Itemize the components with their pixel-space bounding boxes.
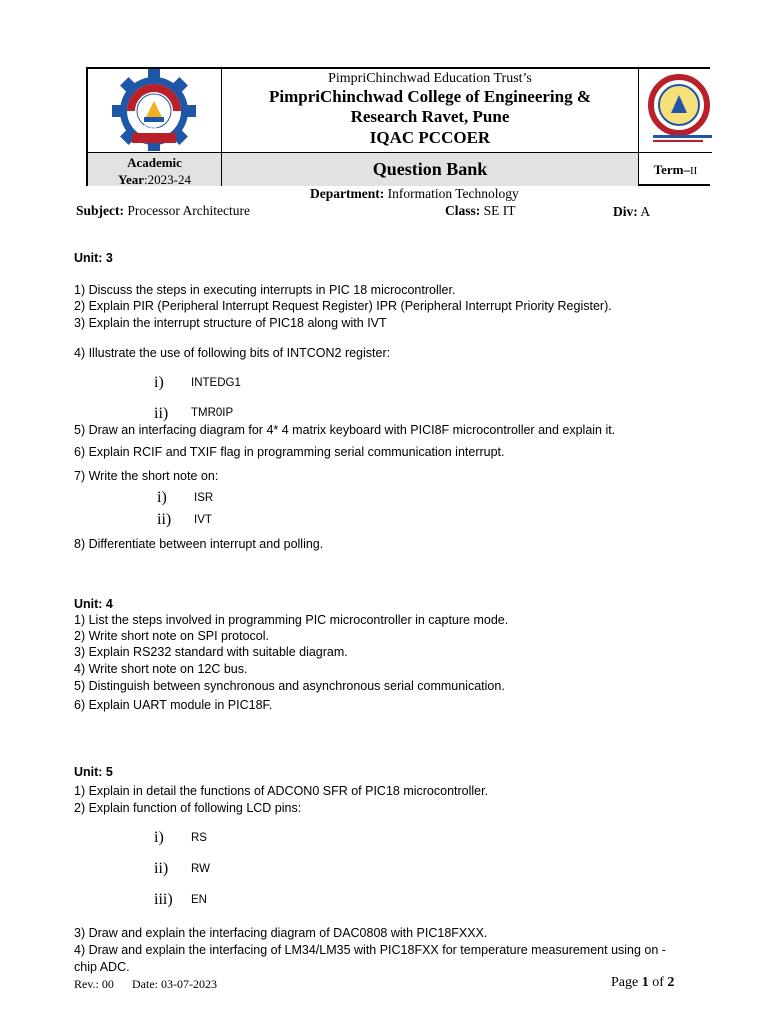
unit5-question-3: 3) Draw and explain the interfacing diagram of DAC0808 with PIC18FXXX. bbox=[74, 926, 488, 940]
trust-name: PimpriChinchwad Education Trust’s bbox=[328, 71, 532, 86]
unit3-question-7: 7) Write the short note on: bbox=[74, 469, 219, 483]
logo-text: PCCOER bbox=[136, 125, 158, 131]
unit3-q4-item-ii-num: ii) bbox=[154, 405, 169, 422]
unit3-q4-item-ii: TMR0IP bbox=[191, 407, 234, 419]
unit3-q4-item-i: INTEDG1 bbox=[191, 377, 241, 389]
unit5-question-4-line2: chip ADC. bbox=[74, 960, 130, 974]
class-line bbox=[445, 203, 516, 219]
div-label: Div: bbox=[613, 204, 638, 219]
class-label: Class: bbox=[445, 203, 481, 218]
unit3-question-2: 2) Explain PIR (Peripheral Interrupt Request Register) IPR (Peripheral Interrupt Priority Register). bbox=[74, 299, 612, 313]
unit3-heading: Unit: 3 bbox=[74, 251, 113, 265]
seal-logo-icon bbox=[639, 69, 712, 151]
subject-value: Processor Architecture bbox=[124, 203, 250, 218]
class-value: SE IT bbox=[480, 203, 516, 218]
academic-year-cell bbox=[88, 153, 222, 186]
div-value: A bbox=[637, 204, 651, 219]
unit3-q7-item-i: ISR bbox=[194, 492, 214, 504]
unit5-q2-item-i: RS bbox=[191, 832, 207, 844]
year-value: :2023-24 bbox=[144, 172, 191, 187]
unit3-q4-item-i-num: i) bbox=[154, 374, 164, 391]
unit4-question-1: 1) List the steps involved in programming PIC microcontroller in capture mode. bbox=[74, 613, 509, 627]
question-bank-cell bbox=[222, 153, 639, 186]
unit4-question-2: 2) Write short note on SPI protocol. bbox=[74, 629, 270, 643]
term-label: Term– bbox=[653, 162, 691, 177]
unit4-question-3: 3) Explain RS232 standard with suitable diagram. bbox=[74, 645, 348, 659]
term-value: II bbox=[690, 165, 698, 177]
footer-date: Date: 03-07-2023 bbox=[132, 977, 217, 991]
unit5-q2-item-ii-num: ii) bbox=[154, 860, 169, 877]
department-line bbox=[310, 186, 519, 202]
unit3-question-8: 8) Differentiate between interrupt and polling. bbox=[74, 537, 324, 551]
department-value: Information Technology bbox=[384, 186, 519, 201]
unit3-question-6: 6) Explain RCIF and TXIF flag in programming serial communication interrupt. bbox=[74, 445, 505, 459]
unit3-question-3: 3) Explain the interrupt structure of PIC18 along with IVT bbox=[74, 316, 387, 330]
unit5-q2-item-ii: RW bbox=[191, 863, 210, 875]
page-mid: of bbox=[648, 975, 668, 990]
div-line bbox=[613, 204, 650, 220]
unit3-question-5: 5) Draw an interfacing diagram for 4* 4 matrix keyboard with PICI8F microcontroller and explain it. bbox=[74, 423, 616, 437]
iqac-title: IQAC PCCOER bbox=[369, 128, 491, 147]
page-number bbox=[611, 975, 674, 991]
page-current: 1 bbox=[641, 975, 649, 990]
unit5-heading: Unit: 5 bbox=[74, 765, 113, 779]
term-cell bbox=[639, 153, 712, 186]
college-title-cell bbox=[222, 69, 639, 153]
unit5-question-1: 1) Explain in detail the functions of ADCON0 SFR of PIC18 microcontroller. bbox=[74, 784, 489, 798]
college-logo-cell bbox=[88, 69, 222, 153]
year-label: Year bbox=[118, 172, 145, 187]
unit4-question-6: 6) Explain UART module in PIC18F. bbox=[74, 698, 273, 712]
unit5-q2-item-i-num: i) bbox=[154, 829, 164, 846]
unit4-question-4: 4) Write short note on 12C bus. bbox=[74, 662, 248, 676]
footer-rev: Rev.: 00 bbox=[74, 977, 114, 991]
unit3-q7-item-ii: IVT bbox=[194, 514, 212, 526]
academic-label: Academic bbox=[127, 155, 182, 170]
unit4-question-5: 5) Distinguish between synchronous and asynchronous serial communication. bbox=[74, 679, 505, 693]
page-prefix: Page bbox=[611, 975, 642, 990]
unit5-q2-item-iii-num: iii) bbox=[154, 891, 173, 908]
unit4-heading: Unit: 4 bbox=[74, 597, 113, 611]
document-title: Question Bank bbox=[372, 159, 488, 179]
unit5-question-2: 2) Explain function of following LCD pins: bbox=[74, 801, 302, 815]
subject-label: Subject: bbox=[76, 203, 124, 218]
college-name-line1: PimpriChinchwad College of Engineering & bbox=[268, 87, 592, 106]
header-table bbox=[86, 67, 710, 186]
unit5-question-4-line1: 4) Draw and explain the interfacing of LM34/LM35 with PIC18FXX for temperature measurement using on - bbox=[74, 943, 666, 957]
gear-logo-icon bbox=[88, 69, 220, 151]
unit3-q7-item-ii-num: ii) bbox=[157, 511, 172, 528]
page-total: 2 bbox=[667, 975, 675, 990]
department-label: Department: bbox=[310, 186, 385, 201]
seal-logo-cell bbox=[639, 69, 712, 153]
subject-line bbox=[76, 203, 250, 219]
unit5-q2-item-iii: EN bbox=[191, 894, 207, 906]
unit3-question-4: 4) Illustrate the use of following bits of INTCON2 register: bbox=[74, 346, 391, 360]
unit3-q7-item-i-num: i) bbox=[157, 489, 167, 506]
college-name-line2: Research Ravet, Pune bbox=[350, 107, 510, 126]
unit3-question-1: 1) Discuss the steps in executing interrupts in PIC 18 microcontroller. bbox=[74, 283, 456, 297]
